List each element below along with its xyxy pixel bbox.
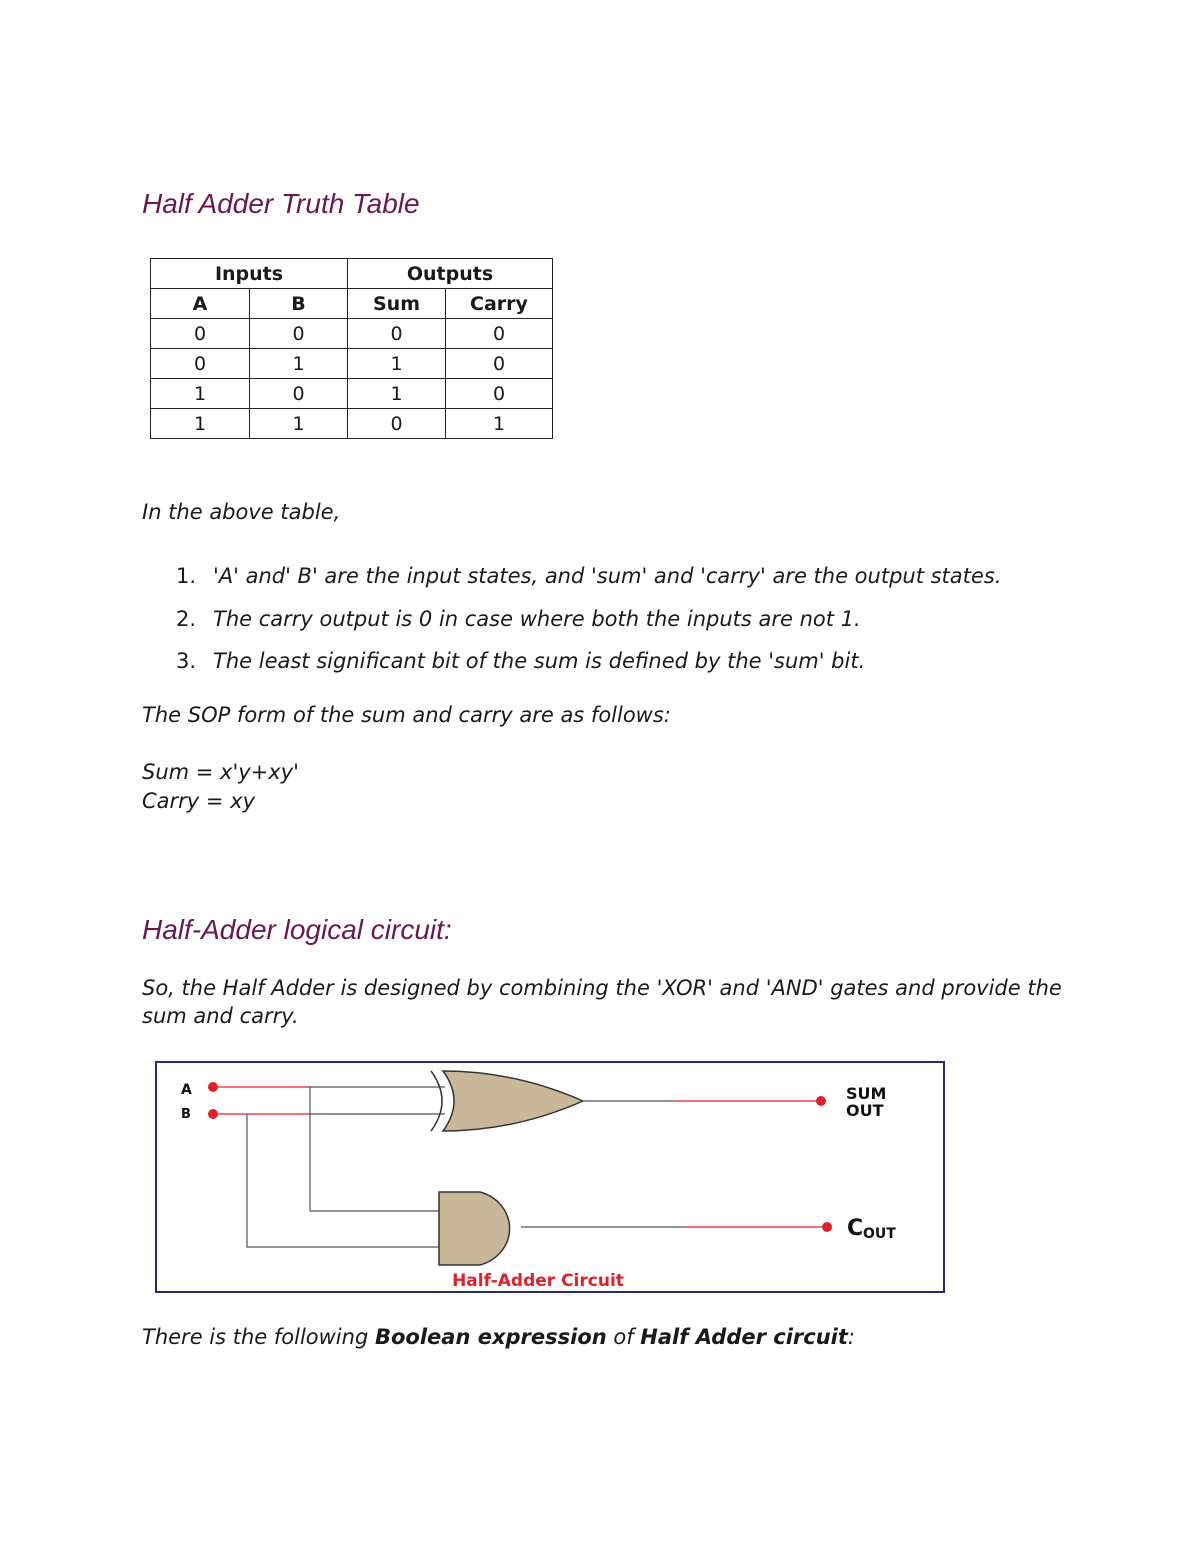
half-adder-circuit-diagram: [155, 1061, 945, 1293]
table-cell: 0: [446, 349, 553, 379]
table-intro: In the above table,: [142, 500, 341, 524]
boolean-prefix: There is the following: [142, 1325, 375, 1349]
table-cell: 1: [348, 379, 446, 409]
table-cell: 0: [446, 319, 553, 349]
input-b-label: B: [181, 1107, 191, 1122]
table-row: [151, 319, 553, 349]
boolean-suffix: :: [847, 1325, 855, 1349]
list-text: The carry output is 0 in case where both the inputs are not 1.: [213, 606, 861, 631]
diagram-caption: Half-Adder Circuit: [452, 1271, 624, 1291]
input-a-label: A: [181, 1082, 192, 1098]
table-cell: 0: [151, 349, 250, 379]
table-row: [151, 349, 553, 379]
table-cell: 0: [151, 319, 250, 349]
group-header-row: [151, 259, 553, 289]
sum-equation: Sum = x'y+xy': [142, 760, 299, 784]
column-header-row: [151, 289, 553, 319]
sum-out-label-line2: OUT: [846, 1101, 884, 1120]
table-cell: 0: [348, 319, 446, 349]
input-a-terminal: [208, 1082, 218, 1092]
sop-equations: [142, 758, 299, 816]
list-number: 3.: [176, 649, 197, 673]
carry-out-subscript: OUT: [863, 1226, 896, 1242]
truth-table: [150, 258, 553, 439]
table-row: [151, 379, 553, 409]
boolean-expression-term: Boolean expression: [374, 1325, 607, 1349]
carry-equation: Carry = xy: [142, 789, 256, 813]
input-b-terminal: [208, 1109, 218, 1119]
table-cell: 0: [250, 319, 348, 349]
table-cell: 0: [446, 379, 553, 409]
column-header-b: B: [250, 289, 348, 319]
sum-out-label-line1: SUM: [846, 1084, 887, 1103]
description-line-1: So, the Half Adder is designed by combining the 'XOR' and 'AND' gates and provide the: [142, 976, 1062, 1000]
carry-terminal: [822, 1222, 832, 1232]
truth-table-heading: Half Adder Truth Table: [142, 188, 420, 219]
table-cell: 0: [250, 379, 348, 409]
list-item: [176, 647, 1001, 690]
description-line-2: sum and carry.: [142, 1004, 299, 1028]
table-cell: 1: [250, 349, 348, 379]
half-adder-circuit-term: Half Adder circuit: [640, 1325, 848, 1349]
table-cell: 1: [250, 409, 348, 439]
list-text: The least significant bit of the sum is defined by the 'sum' bit.: [213, 649, 866, 673]
list-item: [176, 562, 1001, 605]
circuit-heading: Half-Adder logical circuit:: [142, 914, 452, 945]
table-row: [151, 409, 553, 439]
column-header-a: A: [151, 289, 250, 319]
circuit-description: [142, 974, 1200, 1030]
table-cell: 0: [348, 409, 446, 439]
outputs-header: Outputs: [348, 259, 553, 289]
sum-terminal: [816, 1096, 826, 1106]
column-header-carry: Carry: [446, 289, 553, 319]
list-number: 2.: [176, 606, 197, 631]
list-item: [176, 605, 1001, 648]
and-gate: [439, 1192, 510, 1265]
boolean-mid: of: [606, 1325, 641, 1349]
column-header-sum: Sum: [348, 289, 446, 319]
sop-intro: The SOP form of the sum and carry are as follows:: [142, 703, 671, 727]
table-cell: 1: [151, 379, 250, 409]
boolean-expression-intro: [142, 1325, 855, 1349]
table-cell: 1: [446, 409, 553, 439]
list-text: 'A' and' B' are the input states, and 'sum' and 'carry' are the output states.: [213, 564, 1002, 588]
list-number: 1.: [176, 564, 197, 588]
inputs-header: Inputs: [151, 259, 348, 289]
explanation-list: [176, 562, 1001, 690]
carry-out-label: C: [847, 1216, 864, 1241]
table-cell: 1: [348, 349, 446, 379]
table-cell: 1: [151, 409, 250, 439]
